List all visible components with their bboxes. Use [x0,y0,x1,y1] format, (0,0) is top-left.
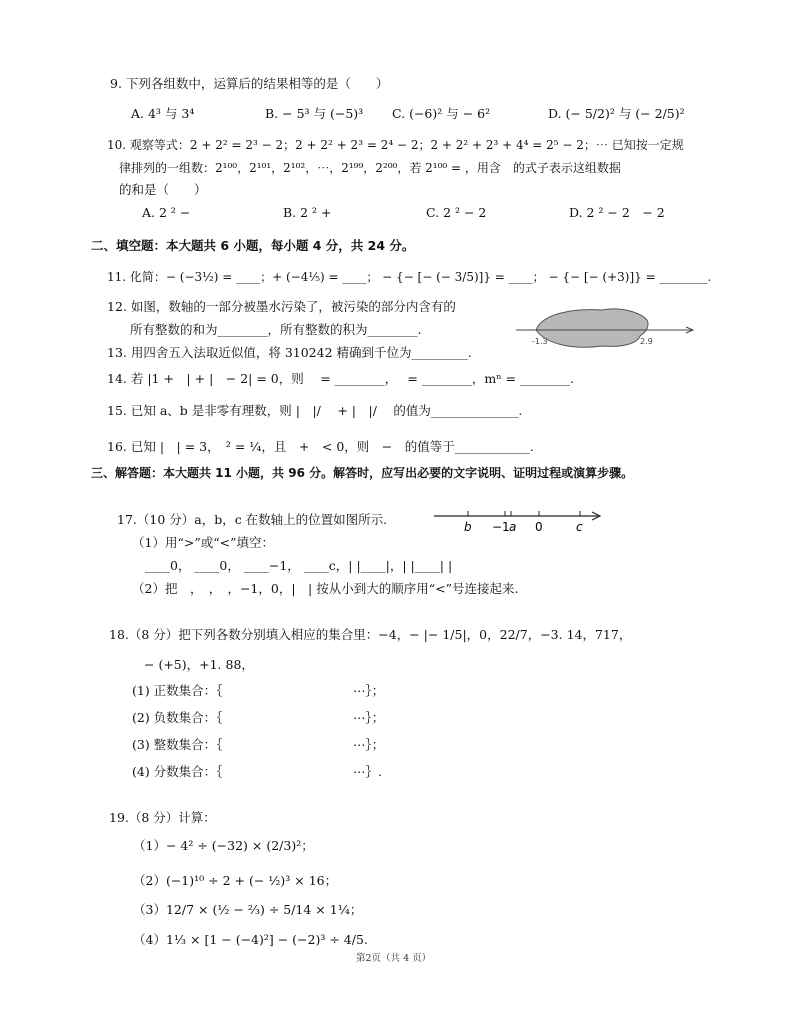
q18-set-negative-end: ⋯｝； [353,710,385,725]
q10-option-c: C. 2 ² − 2 [426,205,487,220]
q19-expr-4: （4）1⅓ × [1 − (−4)²] − (−2)³ ÷ 4/5. [133,932,368,947]
q12-line1: 12. 如图，数轴的一部分被墨水污染了，被污染的部分内含有的 [107,299,456,314]
q12-label-left: -1.3 [532,337,548,346]
q18-set-integer-end: ⋯｝； [353,737,385,752]
q10-option-b: B. 2 ² + [283,205,332,220]
q17-fill-blanks: ____0， ____0， ____−1， ____c，| |____|，| |____| | [145,558,453,573]
q17-part1: （1）用“>”或“<”填空： [132,535,274,550]
q10-option-a: A. 2 ² − [142,205,191,220]
q10-line3: 的和是（ ） [119,182,207,197]
q17-part2: （2）把 ， ， ，−1，0，| | 按从小到大的顺序用“<”号连接起来. [132,581,519,596]
q17-number-line-figure [430,505,605,535]
q12-label-right: 2.9 [640,337,653,346]
q16: 16. 已知 | | = 3， ² = ¼，且 + < 0，则 − 的值等于____________. [107,439,534,454]
axis-label-c: c [576,520,583,534]
q9-stem: 9. 下列各组数中，运算后的结果相等的是（ ） [110,76,389,91]
q18-stem: 18.（8 分）把下列各数分别填入相应的集合里：−4，− |− 1/5|，0，22/7，−3. 14，717， [109,627,632,642]
q18-stem-continued: − (+5)，+1. 88， [144,657,254,672]
q19-expr-3: （3）12/7 × (½ − ⅔) ÷ 5/14 × 1¼； [133,902,363,917]
q9-option-c: C. (−6)² 与 − 6² [392,106,491,121]
q12-number-line-figure [512,300,698,352]
q17-stem: 17.（10 分）a，b，c 在数轴上的位置如图所示. [117,512,388,527]
q9-option-a: A. 4³ 与 3⁴ [131,106,195,121]
ink-blot-shape [536,309,648,347]
section-2-heading: 二、填空题：本大题共 6 小题，每小题 4 分，共 24 分。 [91,238,415,253]
q18-set-fraction-end: ⋯｝. [353,764,382,779]
q18-set-positive: (1) 正数集合：｛ [132,683,223,698]
q10-line1: 10. 观察等式：2 + 2² = 2³ − 2；2 + 2² + 2³ = 2⁴ − 2；2 + 2² + 2³ + 4⁴ = 2⁵ − 2；⋯ 已知按一定规 [107,138,684,152]
q14: 14. 若 |1 + | + | − 2| = 0，则 = ________， = ________，mⁿ = ________. [107,371,575,386]
q10-line2: 律排列的一组数：2¹⁰⁰，2¹⁰¹，2¹⁰²，⋯，2¹⁹⁹，2²⁰⁰，若 2¹⁰⁰ = ，用含 的式子表示这组数据 [119,161,621,175]
q19-stem: 19.（8 分）计算： [109,810,216,825]
q18-set-negative: (2) 负数集合：｛ [132,710,223,725]
q19-expr-1: （1）− 4² ÷ (−32) × (2/3)²； [133,838,314,853]
q11: 11. 化简：− (−3½) = ____；+ (−4⅕) = ____； − {− [− (− 3/5)]} = ____； − {− [− (+3)]} = ________. [107,270,712,284]
q15: 15. 已知 a、b 是非零有理数，则 | |/ + | |/ 的值为______________. [107,403,523,418]
axis-label-minus-one: −1 [492,520,510,534]
q9-option-b: B. − 5³ 与 (−5)³ [265,106,364,121]
axis-label-zero: 0 [535,520,543,534]
q19-expr-2: （2）(−1)¹⁰ ÷ 2 + (− ½)³ × 16； [133,873,338,888]
q10-option-d: D. 2 ² − 2 − 2 [569,205,665,220]
q12-line2: 所有整数的和为________，所有整数的积为________. [130,322,422,337]
q9-option-d: D. (− 5/2)² 与 (− 2/5)² [548,106,685,121]
page-footer: 第2页（共 4 页） [356,953,432,964]
q18-set-positive-end: ⋯｝； [353,683,385,698]
q13: 13. 用四舍五入法取近似值，将 310242 精确到千位为_________. [107,345,472,360]
q18-set-fraction: (4) 分数集合：｛ [132,764,223,779]
q18-set-integer: (3) 整数集合：｛ [132,737,223,752]
axis-label-a: a [509,520,517,534]
axis-label-b: b [464,520,472,534]
section-3-heading: 三、解答题：本大题共 11 小题，共 96 分。解答时，应写出必要的文字说明、证明过程或演算步骤。 [91,466,634,480]
